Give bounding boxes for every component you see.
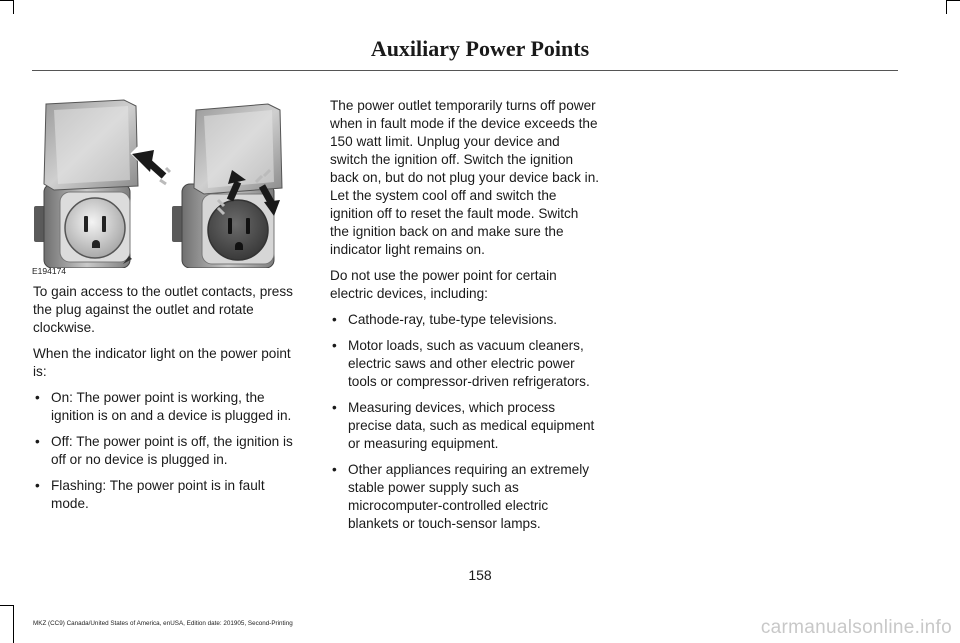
fault-mode-paragraph: The power outlet temporarily turns off power when in fault mode if the device exceeds the 150 watt limit. Unplug your device and switch the ignition off. Switch the ignition back on, but do not plug your device back in. Let the system cool off and switch the ignition off to reset the fault mode. Switch the ignition back on and make sure the indicator light remains on.	[330, 98, 600, 257]
watermark: carmanualsonline.info	[760, 617, 952, 638]
left-column	[33, 283, 303, 521]
crop-mark	[0, 605, 14, 606]
devices-lead: Do not use the power point for certain electric devices, including:	[330, 268, 557, 301]
list-item: • Motor loads, such as vacuum cleaners, electric saws and other electric power tools or compressor-driven refrigerators.	[330, 337, 600, 391]
list-item: • Cathode-ray, tube-type televisions.	[330, 311, 600, 329]
crop-mark	[13, 605, 14, 643]
indicator-list	[33, 389, 303, 513]
list-item: • Flashing: The power point is in fault mode.	[33, 477, 303, 513]
crop-mark	[946, 0, 947, 14]
right-column	[330, 97, 600, 541]
header-divider	[32, 70, 898, 71]
intro-paragraph: To gain access to the outlet contacts, press the plug against the outlet and rotate clockwise.	[33, 284, 293, 335]
indicator-lead: When the indicator light on the power point is:	[33, 346, 291, 379]
footer-edition: MKZ (CC9) Canada/United States of America, enUSA, Edition date: 201905, Second-Printing	[33, 620, 293, 627]
page-title: Auxiliary Power Points	[370, 36, 590, 61]
crop-mark	[13, 0, 14, 14]
list-item: • Measuring devices, which process precise data, such as medical equipment or measuring equipment.	[330, 399, 600, 453]
crop-mark	[946, 0, 960, 1]
page-number: 158	[468, 567, 492, 583]
list-item: • Off: The power point is off, the ignition is off or no device is plugged in.	[33, 433, 303, 469]
list-item: • Other appliances requiring an extremely stable power supply such as microcomputer-controlled electric blankets or touch-sensor lamps.	[330, 461, 600, 533]
figure-id: E194174	[32, 266, 67, 276]
power-outlet-figure	[32, 96, 300, 282]
crop-mark	[0, 0, 14, 1]
devices-list	[330, 311, 600, 533]
list-item: • On: The power point is working, the ignition is on and a device is plugged in.	[33, 389, 303, 425]
power-outlet-illustration	[32, 96, 300, 268]
